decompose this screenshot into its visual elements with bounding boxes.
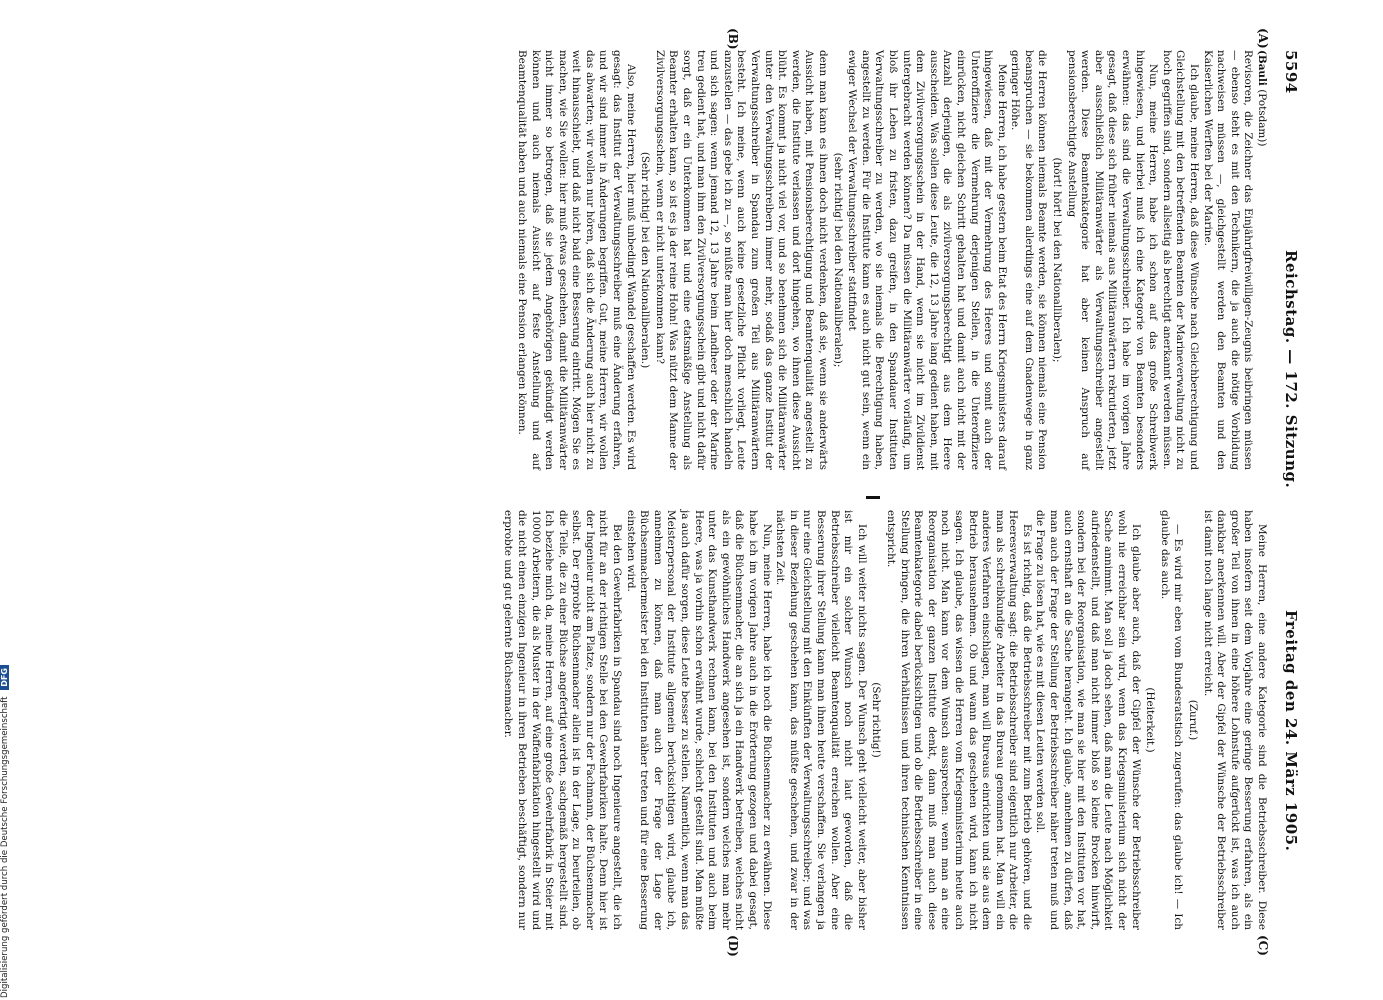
dfg-logo: DFG — [0, 665, 9, 690]
margin-marker-b: (B) — [726, 28, 740, 50]
speaker-line — [1254, 50, 1268, 470]
interjection: (Sehr richtig! bei den Nationalliberalen.) — [639, 151, 652, 369]
newspaper-page — [60, 28, 1300, 957]
interjection: (Zuruf.) — [1187, 699, 1200, 741]
paragraph: Nun, meine Herren, habe ich schon auf das große Schreibwerk hingewiesen, und hierbei muß ich eine Kategorie von Beamten besonders erwähnen: das sind die Verwaltungsschreiber. Ich habe im vorigen Jahre gesagt, daß diese sich früher niemals aus Militäranwärtern rekrutierten, jetzt aber ausschließlich Militäranwärter als Verwaltungsschreiber angestellt werden. Diese Beamtenkategorie hat aber keinen Anspruch auf pensionsberechtigte Anstellung — [1065, 50, 1160, 470]
paragraph: Es ist richtig, daß die Betriebsschreiber mit zum Betrieb gehören, und die Heeresverwaltung sagt: die Betriebsschreiber sind eigentlich nur Arbeiter, die man als schreibkundige Arbeiter in das Bureau genommen hat. Man will ein anderes Verfahren einschlagen, man will Bureaus einrichten und sie aus dem Betrieb herausnehmen. Ob und wann das geschehen wird, kann ich nicht sagen. Ich glaube, das wissen die Herren vom Kriegsministerium heute auch noch nicht. Man kann vor dem Wunsch aussprechen: wenn man an eine Reorganisation der ganzen Institute denkt, dann muß man auch diese Beamtenkategorie dabei berücksichtigen und ob die Betriebsschreiber in eine Stellung bringen, die ihren Verhältnissen und ihren technischen Kenntnissen entspricht. — [884, 510, 1033, 930]
paragraph: Nun, meine Herren, habe ich noch die Büchsenmacher zu erwähnen. Diese habe ich im vorigen Jahre auch in die Erörterung gezogen und dabei gesagt, daß die Büchsenmacher, die an sich ja ein Handwerk betreiben, welches nicht als ein gewöhnliches Handwerk angesehen ist, sondern welches man mehr unter das Kunsthandwerk rechnen kann, bei den Instituten und auch beim Heere, was ja vorhin schon erwähnt wurde, schlecht gestellt sind. Man müßte ja auch dafür sorgen, diese Leute besser zu stellen. Namentlich, wenn man das Meisterpersonal der Institute allgemein berücksichtigen wird, glaube ich, annehmen zu können, daß man auch der Frage der Lage der Büchsenmachermeister bei den Instituten näher treten und für eine Besserung einstehen wird. — [624, 510, 773, 930]
interjection: (hört! hört! bei den Nationalliberalen); — [1051, 157, 1064, 363]
paragraph: Also, meine Herren, hier muß unbedingt Wandel geschaffen werden. Es wird gesagt: das Institut der Verwaltungsschreiber muß eine Änderung erfahren, und wir sind immer in Änderungen begriffen. Gut, meine Herren, wir wollen das abwarten; wir wollen nur hören, daß sich die Änderung auch hier nicht zu weit hinausschiebt, und daß nicht bald eine Besserung eintritt. Mögen Sie es machen, wie Sie wollen: hier muß etwas geschehen, damit die Militäranwärter nicht immer so betrogen, daß sie jedem Angehörigen gekündigt werden können und auch niemals Aussicht auf feste Anstellung und auf Beamtenqualität haben und auch niemals eine Pension erlangen können. — [515, 50, 637, 470]
paragraph: Meine Herren, ich habe gestern beim Etat des Herrn Kriegsministers darauf hingewiesen, daß mit der Vermehrung des Heeres und somit auch der Unteroffiziere die Vermehrung derjenigen Stellen, in die Unteroffiziere einrücken, nicht gleichen Schritt gehalten hat und damit auch nicht mit der Anzahl derjenigen, die als zivilversorgungsberechtigt aus dem Heere ausscheiden. Was sollen diese Leute, die 12, 13 Jahre lang gedient haben, mit dem Zivilversorgungsschein in der Hand, wenn sie nicht im Zivildienst untergebracht werden können? Da müssen die Militäranwärter vorläufig, um bloß ihr Leben zu fristen, dazu greifen, in den Spandauer Instituten Verwaltungsschreiber zu werden, wo sie niemals die Berechtigung haben, angestellt zu werden. Für die Institute kann es auch nicht gut sein, wenn ein ewiger Wechsel der Verwaltungsschreiber stattfindet — [846, 50, 1008, 470]
paragraph: — Es wird mir eben vom Bundesratstisch zugerufen: das glaube ich! — Ich glaube das auch. — [1158, 510, 1185, 930]
margin-marker-d: (D) — [726, 935, 740, 957]
speaker-party: (Potsdam)) — [1256, 89, 1268, 147]
page-title: Reichstag. — 172. Sitzung. — [1282, 250, 1300, 489]
paragraph: Ich glaube, meine Herren, daß diese Wünsche nach Gleichberechtigung und Gleichstellung mit den betreffenden Beamten der Marineverwaltung nicht zu hoch gegriffen sind, sondern allseitig als berechtigt anerkannt werden müssen. — [1160, 50, 1201, 470]
right-column — [501, 510, 1268, 930]
column-divider — [866, 496, 880, 499]
paragraph: Meine Herren, eine andere Kategorie sind die Betriebsschreiber. Diese haben insofern seit dem Vorjahre eine geringe Besserung erfahren, als ein großer Teil von ihnen in eine höhere Lohnstufe aufgerückt ist, was ich auch dankbar anerkennen will. Aber der Gipfel der Wünsche der Betriebsschreiber ist damit noch lange nicht erreicht. — [1201, 510, 1268, 930]
digitization-credit — [0, 598, 14, 998]
interjection: (Sehr richtig!) — [870, 682, 883, 758]
session-date: Freitag den 24. März 1905. — [1282, 610, 1300, 852]
margin-marker-c: (C) — [1256, 935, 1270, 956]
credit-text: Digitalisierung gefördert durch die Deutsche Forschungsgemeinschaft — [0, 696, 10, 998]
paragraph: Revisoren, die Zeichner das Einjährigfreiwilligen-Zeugnis beibringen müssen — ebenso steht es mit den Technikern, die ja auch die nötige Vorbildung nachweisen müssen —, gleichgestellt werden den Beamten und den Kaiserlichen Werften bei der Marine. — [1201, 50, 1255, 470]
page-header — [1274, 50, 1300, 950]
interjection: (sehr richtig! bei den Nationalliberalen); — [831, 152, 844, 368]
interjection: (Heiterkeit.) — [1144, 687, 1157, 753]
paragraph: die Herren können niemals Beamte werden, sie können niemals eine Pension beanspruchen — sie bekommen allerdings eine auf dem Gnadenwege in ganz geringer Höhe. — [1009, 50, 1049, 470]
paragraph: denn man kann es ihnen doch nicht verdenken, daß sie, wenn sie anderwärts Aussicht haben, mit Pensionsberechtigung und Beamtenqualität angestellt zu werden, die Institute verlassen und dort hingehen, wo ihnen diese Aussicht blüht. Es kommt ja nicht viel vor, und so benehmen sich die Militäranwärter unter den Verwaltungsschreibern immer mehr, sodaß das ganze Institut der Verwaltungsschreiber in Spandau zum großen Teil aus Militäranwärtern besteht. Ich meine, wenn auch keine gesetzliche Pflicht vorliegt, Leute anzustellen — das gebe ich zu —, so müßte man hier doch menschlich handeln und sich sagen: wenn jemand 12, 13 Jahre beim Landheer oder der Marine treu gedient hat, und man ihm den Zivilversorgungsschein gibt und nicht dafür sorgt, daß er ein Unterkommen hat und eine etatsmäßige Anstellung als Beamter erhalten kann, so ist es ja der reine Hohn! Was nützt dem Manne der Zivilversorgungsschein, wenn er nicht unterkommen kann? — [653, 50, 829, 470]
left-column — [514, 50, 1268, 470]
speaker-name: (Bauli — [1256, 50, 1268, 86]
paragraph: Ich glaube aber auch, daß der Gipfel der Wünsche der Betriebsschreiber wohl nie erreichbar sein wird, wenn das Kriegsministerium sich nicht der Sache annimmt. Man soll ja doch sehen, daß man die Leute nach Möglichkeit aufriedenstellt, und daß man nicht immer bloß so kleine Brocken hinwirft, sondern bei der Reorganisation, wie man sie hier mit den Instituten vor hat, auch ernsthaft an die Sache herangeht. Ich glaube, annehmen zu dürfen, daß man auch der Frage der Stellung der Betriebsschreiber näher treten muß und die Frage zu lösen hat, wie es mit diesen Leuten werden soll. — [1034, 510, 1142, 930]
paragraph: Bei den Gewehrfabriken in Spandau sind noch Ingenieure angestellt, die ich nicht für an der richtigen Stelle bei den Gewehrfabriken halte. Denn hier ist der Ingenieur nicht am Platze, sondern nur der Fachmann, der Büchsenmacher selbst. Der erprobte Büchsenmacher allein ist in der Lage, zu beurteilen, ob die Teile, die zu einer Büchse angefertigt werden, sachgemäß hergestellt sind. Ich beziehe mich da, meine Herren, auf eine große Gewehrfabrik in Steier mit 10000 Arbeitern, die als Muster in der Waffenfabrikation hingestellt wird und die nicht einen einzigen Ingenieur in ihren Betrieben beschäftigt, sondern nur erprobte und gut gelernte Büchsenmacher. — [502, 510, 624, 930]
margin-marker-a: (A) — [1256, 28, 1270, 49]
page-number: 5594 — [1282, 50, 1300, 94]
paragraph: Ich will weiter nichts sagen. Der Wunsch geht vielleicht weiter, aber bisher ist mir ein solcher Wunsch noch nicht laut geworden, daß die Betriebsschreiber vielleicht Beamtenqualität erreichen wollen. Aber eine Besserung ihrer Stellung kann man ihnen heute verschaffen. Sie verlangen ja nur eine Gleichstellung mit den Einkünften der Verwaltungsschreiber; und was in dieser Beziehung geschehen kann, das müßte geschehen, und zwar in der nächsten Zeit. — [774, 510, 868, 930]
